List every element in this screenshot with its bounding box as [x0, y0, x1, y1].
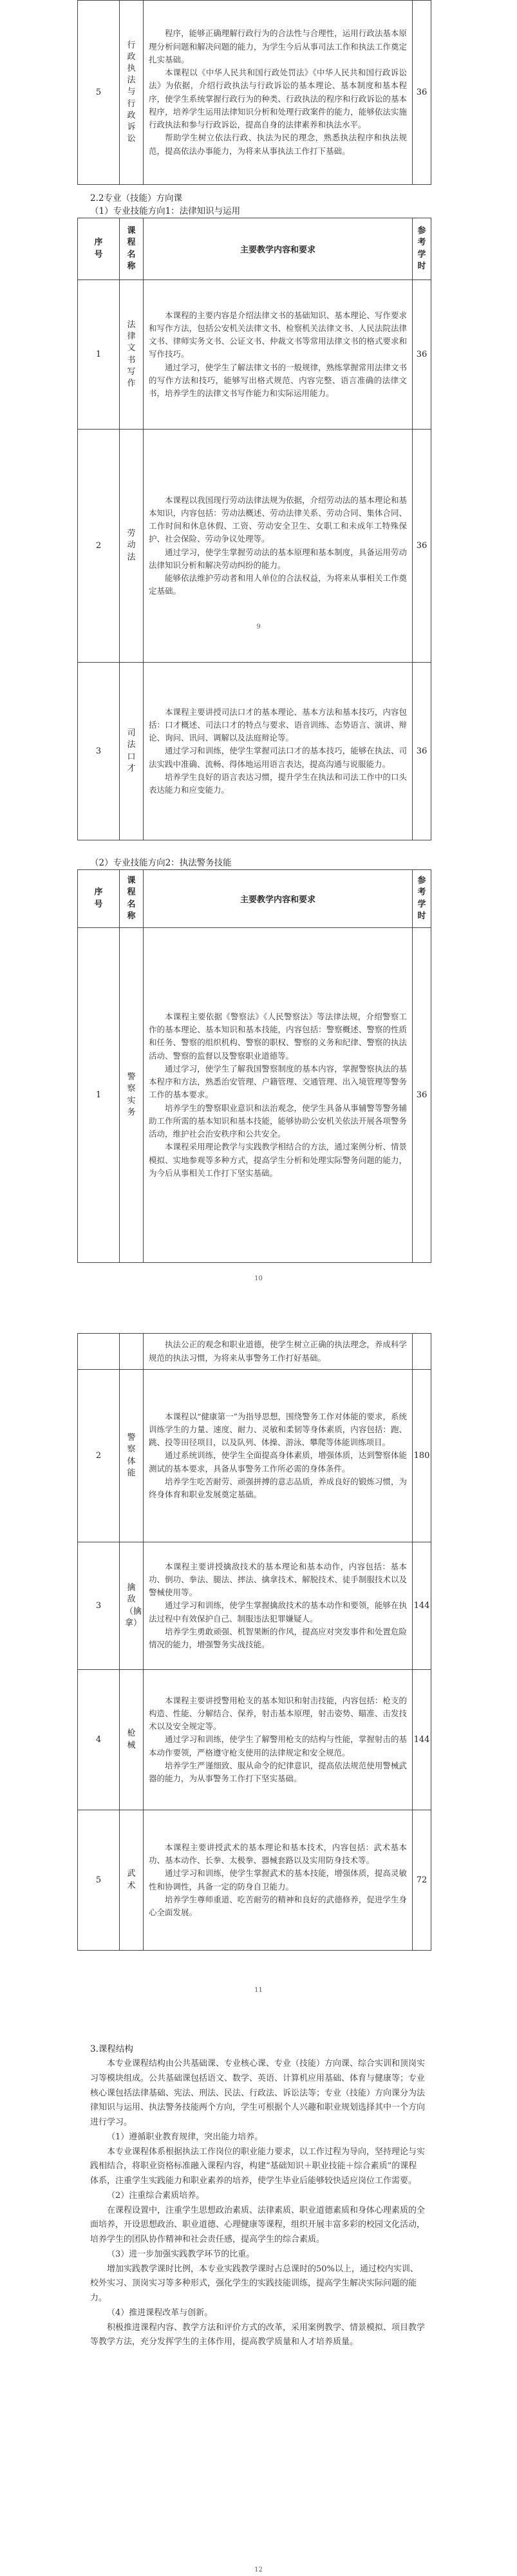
course-table-law [77, 218, 431, 840]
course-hours: 144 [413, 1542, 431, 1670]
course-name: 劳动法 [120, 430, 144, 663]
table-header [78, 870, 431, 928]
paragraph-heading: （1）遵循职业教育规律，突出能力培养。 [107, 2132, 263, 2142]
page-number: 12 [254, 2566, 263, 2573]
course-name [120, 1334, 144, 1370]
row-number: 3 [78, 663, 120, 840]
course-content: 执法公正的观念和职业道德，使学生树立正确的执法理念，养成科学规范的执法习惯，为将来从事警务工作打好基础。 [144, 1334, 413, 1370]
course-content: 本课程以“健康第一”为指导思想，围绕警务工作对体能的要求，系统训练学生的力量、速度、耐力、灵敏和柔韧等身体素质，内容包括：跑、跳、投等田径项目，以及队列、体操、游泳、攀爬等体能训练项目。 通过系统训练，使学生全面提高身体素质，增强体质，达到警察体能测试的基本要求，具备从事警务工作所必需的身体条件。 培养学生吃苦耐劳、顽强拼搏的意志品质，养成良好的锻炼习惯，为终身体育和职业发展奠定基础。 [144, 1370, 413, 1542]
course-content: 本课程主要讲授警用枪支的基本知识和射击技能，内容包括：枪支的构造、性能、分解结合、保养，射击基本原理，射击姿势、瞄准、击发技术以及安全规定等。 通过学习和训练，使学生了解警用枪支的结构与性能，掌握射击的基本动作要领，严格遵守枪支使用的法律规定和安全规范。 培养学生严谨细致、服从命令的纪律意识，提高依法规范使用警械武器的能力，为从事警务工作打下坚实基础。 [144, 1670, 413, 1810]
course-hours: 36 [413, 1, 431, 185]
course-content: 本课程的主要内容是介绍法律文书的基础知识、基本理论、写作要求和写作方法，包括公安机关法律文书、检察机关法律文书、人民法院法律文书、律师实务文书、公证文书、仲裁文书等常用法律文书的格式要求和写作技巧。 通过学习，使学生了解法律文书的一般规律，熟练掌握常用法律文书的写作方法和技巧，能够写出格式规范、内容完整、语言准确的法律文书，培养学生的法律文书写作能力和实际运用能力。 [144, 280, 413, 430]
course-content: 程序，能够正确理解行政行为的合法性与合理性，运用行政法基本原理分析问题和解决问题的能力，为学生今后从事司法工作和执法工作奠定扎实基础。 本课程以《中华人民共和国行政处罚法》《中华人民共和国行政诉讼法》为依据，介绍行政执法与行政诉讼的基本理论、基本制度和基本程序，使学生系统掌握行政行为的种类、行政执法的程序和行政诉讼的基本程序，培养学生运用法律知识分析和处理行政案件的能力，能够依法实施行政执法和参与行政诉讼，提高自身的法律素养和执法水平。 帮助学生树立依法行政、执法为民的理念，熟悉执法程序和执法规范，提高依法办事能力，为将来从事执法工作打下基础。 [144, 1, 413, 185]
subsection-heading: （2）专业技能方向2：执法警务技能 [90, 858, 232, 868]
course-table-continued [77, 0, 431, 185]
course-hours: 144 [413, 1670, 431, 1810]
table-row [78, 928, 431, 1263]
course-hours: 36 [413, 280, 431, 430]
paragraph: 本专业课程结构由公共基础课、专业核心课、专业（技能）方向课、综合实训和顶岗实习等模块组成。公共基础课包括语文、数学、英语、计算机应用基础、体育与健康等；专业核心课包括法律基础、宪法、刑法、民法、行政法、诉讼法等；专业（技能）方向课分为法律知识与运用、执法警务技能两个方向，学生可根据个人兴趣和职业规划选择其中一个方向进行学习。 [90, 2059, 426, 2127]
row-number: 1 [78, 280, 120, 430]
row-number [78, 1334, 120, 1370]
course-content: 本课程主要讲授武术的基本理论和基本技术，内容包括：武术基本功、基本动作、长拳、太极拳、器械套路以及实用防身技术等。 通过学习和训练，使学生掌握武术的基本技能，增强体质，提高灵敏性和协调性，具备一定的防身自卫能力。 培养学生尊师重道、吃苦耐劳的精神和良好的武德修养，促进学生身心全面发展。 [144, 1810, 413, 1951]
table-row [78, 280, 431, 430]
table-row [78, 1334, 431, 1370]
header-content: 主要教学内容和要求 [144, 218, 413, 280]
table-row [78, 1542, 431, 1670]
course-table-police [77, 869, 431, 1263]
table-row [78, 663, 431, 840]
header-name: 课程名称 [120, 870, 144, 928]
subsection-heading: （1）专业技能方向1：法律知识与运用 [90, 206, 241, 216]
course-name: 司法口才 [120, 663, 144, 840]
row-number: 5 [78, 1810, 120, 1951]
section-heading: 2.2专业（技能）方向课 [90, 193, 182, 204]
page-number: 11 [254, 1987, 263, 1994]
row-number: 3 [78, 1542, 120, 1670]
course-hours: 72 [413, 1810, 431, 1951]
row-number: 1 [78, 928, 120, 1263]
course-hours [413, 1334, 431, 1370]
row-number: 2 [78, 430, 120, 663]
header-content: 主要教学内容和要求 [144, 870, 413, 928]
paragraph: 在课程设置中，注重学生思想政治素质、法律素质、职业道德素质和身体心理素质的全面培养，开设思想政治、职业道德、心理健康等课程，组织开展丰富多彩的校园文化活动，培养学生的团队协作精神和社会责任感，提高学生的综合素质。 [90, 2205, 426, 2244]
course-content: 本课程主要讲授擒敌技术的基本理论和基本动作，内容包括：基本功、倒功、拳法、腿法、摔法、擒拿技术、解脱技术、徒手制服技术以及警械使用等。 通过学习和训练，使学生掌握擒敌技术的基本动作和要领，能够在执法过程中有效保护自己、制服违法犯罪嫌疑人。 培养学生勇敢顽强、机智果断的作风，提高应对突发事件和处置危险情况的能力，增强警务实战技能。 [144, 1542, 413, 1670]
course-content: 本课程主要讲授司法口才的基本理论、基本方法和基本技巧，内容包括：口才概述、司法口才的特点与要求、语音训练、态势语言、演讲、辩论、询问、讯问、调解以及法庭辩论等。 通过学习和训练，使学生掌握司法口才的基本技巧，能够在执法、司法实践中准确、流畅、得体地运用语言表达，提高沟通与说服能力。 培养学生良好的语言表达习惯，提升学生在执法和司法工作中的口头表达能力和应变能力。 [144, 663, 413, 840]
course-table-police-continued [77, 1333, 431, 1951]
course-name: 警察体能 [120, 1370, 144, 1542]
section-heading: 3.课程结构 [90, 2044, 133, 2054]
header-hours: 参考学时 [413, 218, 431, 280]
table-header [78, 218, 431, 280]
paragraph: 积极推进课程内容、教学方法和评价方式的改革，采用案例教学、情景模拟、项目教学等教学方法，充分发挥学生的主体作用，提高教学质量和人才培养质量。 [90, 2322, 426, 2347]
course-name: 擒敌（擒拿） [120, 1542, 144, 1670]
header-hours: 参考学时 [413, 870, 431, 928]
page-number: 10 [254, 1275, 263, 1282]
paragraph-heading: （3）进一步加强实践教学环节的比重。 [107, 2249, 255, 2259]
row-number: 5 [78, 1, 120, 185]
course-content: 本课程以我国现行劳动法律法规为依据，介绍劳动法的基本理论和基本知识，内容包括：劳动法概述、劳动法律关系、劳动合同、集体合同、工作时间和休息休假、工资、劳动安全卫生、女职工和未成年工特殊保护、社会保险、劳动争议处理等。 通过学习，使学生掌握劳动法的基本原理和基本制度，具备运用劳动法律知识分析和解决劳动纠纷的能力。 能够依法维护劳动者和用人单位的合法权益，为将来从事相关工作奠定基础。 [144, 430, 413, 663]
course-hours: 36 [413, 928, 431, 1263]
paragraph: 增加实践教学课时比例，本专业实践教学课时占总课时的50%以上，通过校内实训、校外实习、顶岗实习等多种形式，强化学生的实践技能训练，提高学生解决实际问题的能力。 [90, 2264, 418, 2303]
table-row [78, 1810, 431, 1951]
paragraph-heading: （2）注重综合素质培养。 [107, 2190, 205, 2201]
paragraph-heading: （4）推进课程改革与创新。 [107, 2307, 213, 2318]
header-number: 序号 [78, 218, 120, 280]
header-name: 课程名称 [120, 218, 144, 280]
paragraph: 本专业课程体系根据执法工作岗位的职业能力要求，以工作过程为导向，坚持理论与实践相结合，将职业资格标准融入课程内容，构建“基础知识＋职业技能＋综合素质”的课程体系，注重学生实践能力和职业素养的培养，使学生毕业后能够较快适应岗位工作需要。 [90, 2146, 426, 2186]
table-row [78, 1670, 431, 1810]
course-name: 警察实务 [120, 928, 144, 1263]
table-row [78, 1, 431, 185]
page-number: 9 [256, 623, 261, 630]
course-name: 法律文书写作 [120, 280, 144, 430]
body-text [90, 2057, 425, 2350]
table-row [78, 1370, 431, 1542]
course-hours: 36 [413, 663, 431, 840]
course-name: 武术 [120, 1810, 144, 1951]
course-name: 枪械 [120, 1670, 144, 1810]
course-name: 行政执法与行政诉讼 [120, 1, 144, 185]
row-number: 4 [78, 1670, 120, 1810]
header-number: 序号 [78, 870, 120, 928]
row-number: 2 [78, 1370, 120, 1542]
course-hours: 36 [413, 430, 431, 663]
course-content: 本课程主要依据《警察法》《人民警察法》等法律法规，介绍警察工作的基本理论、基本知识和基本技能，内容包括：警察概述、警察的性质和任务、警察的组织机构、警察的职权、警察的义务和纪律、警察的执法活动、警察的监督以及警察职业道德等。 通过学习，使学生了解我国警察制度的基本内容，掌握警察执法的基本程序和方法，熟悉治安管理、户籍管理、交通管理、出入境管理等警务工作的基本要求。 培养学生的警察职业意识和法治观念，使学生具备从事辅警等警务辅助工作所需的基本知识和基本技能，能够协助公安机关依法开展各项警务活动，维护社会治安秩序和公共安全。 本课程采用理论教学与实践教学相结合的方法，通过案例分析、情景模拟、实地参观等多种方式，提高学生分析和处理实际警务问题的能力，为今后从事相关工作打下坚实基础。 [144, 928, 413, 1263]
course-hours: 180 [413, 1370, 431, 1542]
